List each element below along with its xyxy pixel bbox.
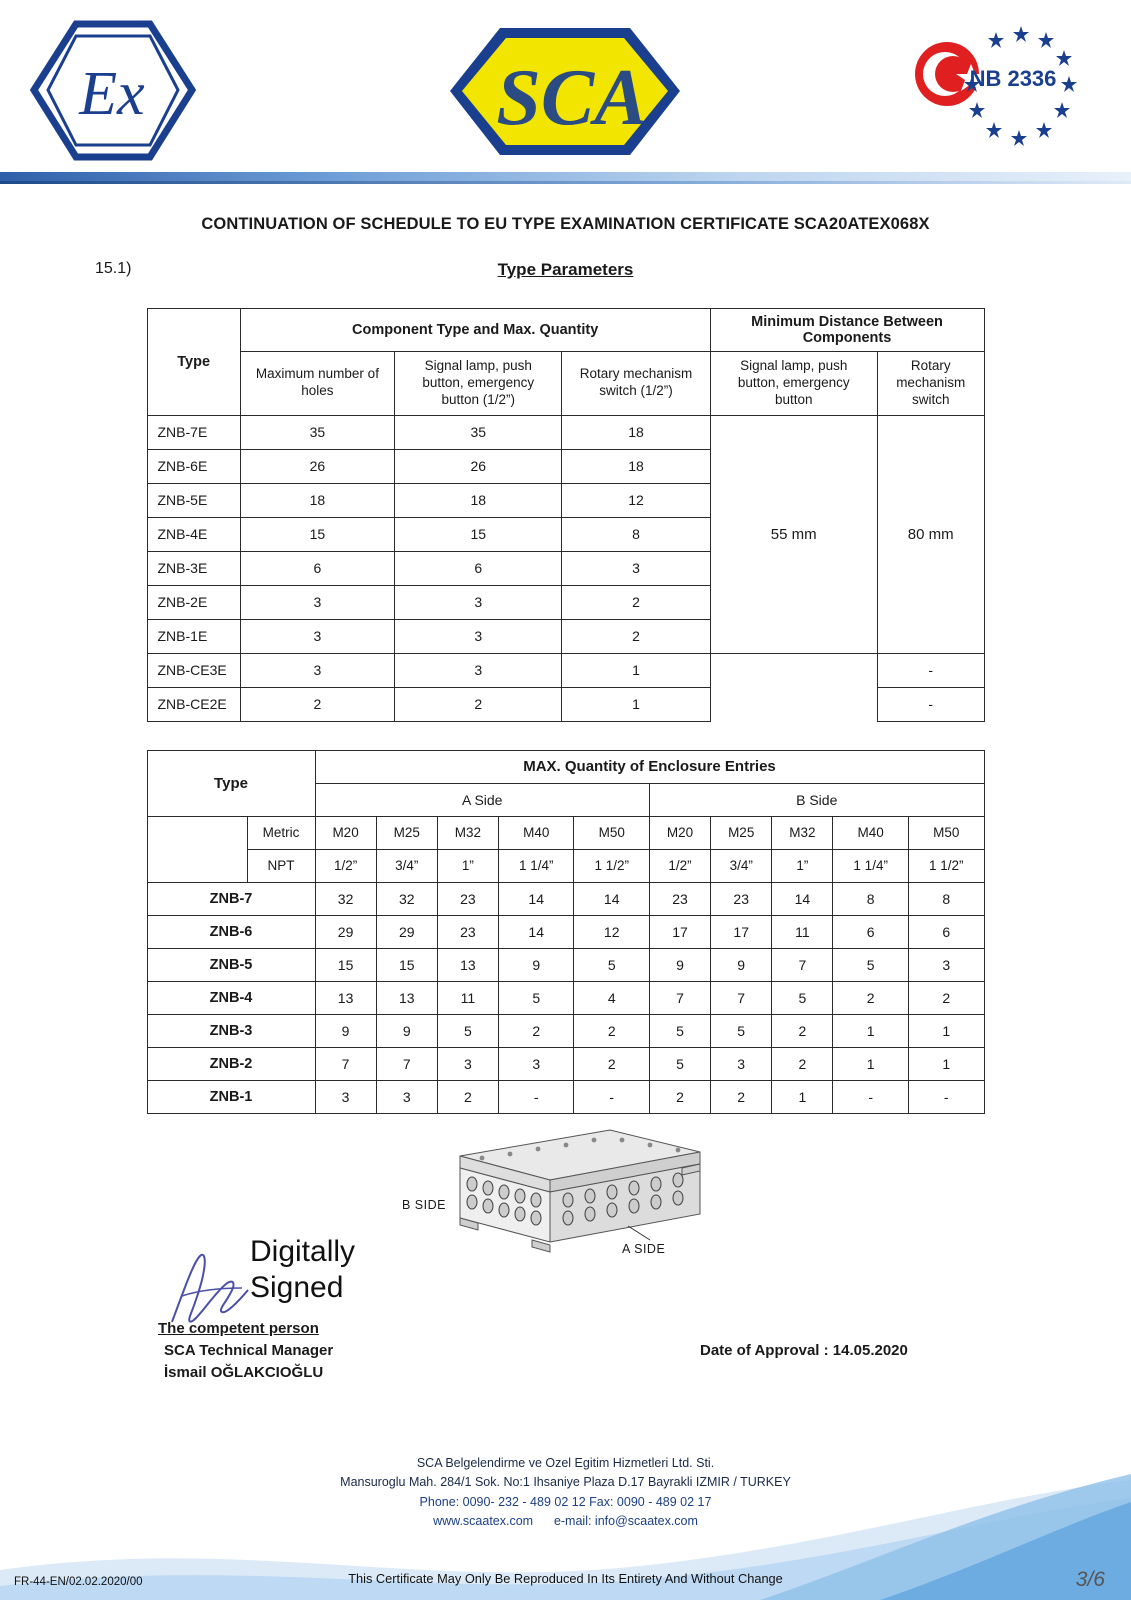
npt-size: 1 1/2”: [574, 849, 650, 882]
cell-entry: 5: [574, 948, 650, 981]
cell-entry: 2: [649, 1080, 710, 1113]
th-b-side: B Side: [649, 783, 984, 816]
section-heading-row: [0, 260, 1131, 286]
cell-entry: 7: [711, 981, 772, 1014]
cell-entry: 23: [437, 882, 498, 915]
approval-date: Date of Approval : 14.05.2020: [700, 1341, 908, 1359]
cell-entry: 5: [437, 1014, 498, 1047]
cell-rotary: 3: [562, 551, 710, 585]
cell-type: ZNB-5E: [147, 483, 240, 517]
cell-rotary: 18: [562, 449, 710, 483]
table-row: [147, 653, 984, 687]
cell-entry: 13: [437, 948, 498, 981]
cell-entry: 14: [498, 915, 574, 948]
cell-type: ZNB-7: [147, 882, 315, 915]
cell-holes: 3: [240, 585, 394, 619]
th-distance-group: Minimum Distance Between Components: [710, 309, 984, 352]
th-signal-lamp: Signal lamp, push button, emergency button (1/2”): [395, 352, 562, 416]
cell-dist-rotary: -: [877, 687, 984, 721]
cell-type: ZNB-4E: [147, 517, 240, 551]
form-code: FR-44-EN/02.02.2020/00: [14, 1576, 143, 1588]
page-footer: [0, 1440, 1131, 1600]
th-max-holes: Maximum number of holes: [240, 352, 394, 416]
cell-entry: 2: [711, 1080, 772, 1113]
cell-entry: 23: [437, 915, 498, 948]
cell-entry: 2: [574, 1047, 650, 1080]
cell-holes: 3: [240, 653, 394, 687]
cell-type: ZNB-CE3E: [147, 653, 240, 687]
cell-entry: -: [833, 1080, 909, 1113]
enclosure-entries-table: [147, 750, 985, 1114]
cell-entry: -: [908, 1080, 984, 1113]
cell-entry: 2: [908, 981, 984, 1014]
npt-size: 3/4”: [376, 849, 437, 882]
signer-name: İsmail OĞLAKCIOĞLU: [164, 1363, 324, 1381]
sca-brand-logo: [440, 24, 690, 159]
cell-signal: 6: [395, 551, 562, 585]
cell-rotary: 12: [562, 483, 710, 517]
cell-holes: 35: [240, 415, 394, 449]
cell-entry: 6: [833, 915, 909, 948]
cell-entry: 5: [772, 981, 833, 1014]
table-row: [147, 1047, 984, 1080]
metric-size: M50: [574, 816, 650, 849]
cell-entry: 9: [649, 948, 710, 981]
th-entries-title: MAX. Quantity of Enclosure Entries: [315, 750, 984, 783]
th-dist-rotary: Rotary mechanism switch: [877, 352, 984, 416]
cell-entry: 17: [711, 915, 772, 948]
npt-size: 3/4”: [711, 849, 772, 882]
cell-holes: 3: [240, 619, 394, 653]
competent-person-label: The competent person: [158, 1319, 319, 1337]
npt-size: 1/2”: [315, 849, 376, 882]
th-metric: Metric: [247, 816, 315, 849]
page-header: [0, 0, 1131, 175]
cell-entry: 12: [574, 915, 650, 948]
section-number: 15.1): [95, 260, 132, 277]
header-divider: [0, 172, 1131, 181]
notified-body-logo: [901, 16, 1091, 166]
cell-entry: 1: [833, 1014, 909, 1047]
cell-entry: -: [574, 1080, 650, 1113]
cell-entry: 5: [833, 948, 909, 981]
cell-entry: 9: [498, 948, 574, 981]
table-row: [147, 1080, 984, 1113]
table-subheader-row: [147, 352, 984, 416]
th-dist-signal: Signal lamp, push button, emergency button: [710, 352, 877, 416]
signed-line: Signed: [250, 1271, 344, 1305]
cell-entry: 7: [649, 981, 710, 1014]
cell-entry: 11: [772, 915, 833, 948]
cell-holes: 26: [240, 449, 394, 483]
cell-holes: 2: [240, 687, 394, 721]
cell-entry: 15: [315, 948, 376, 981]
npt-size: 1 1/2”: [908, 849, 984, 882]
metric-size: M50: [908, 816, 984, 849]
cell-entry: 7: [315, 1047, 376, 1080]
svg-text:Ex: Ex: [79, 60, 145, 128]
npt-size: 1 1/4”: [833, 849, 909, 882]
cell-rotary: 1: [562, 687, 710, 721]
footer-website-link[interactable]: www.scaatex.com: [433, 1514, 534, 1529]
th-component-group: Component Type and Max. Quantity: [240, 309, 710, 352]
metric-size: M40: [833, 816, 909, 849]
cell-type: ZNB-3E: [147, 551, 240, 585]
cell-dist-signal: 55 mm: [710, 415, 877, 653]
npt-size: 1/2”: [649, 849, 710, 882]
cell-signal: 26: [395, 449, 562, 483]
cell-entry: 8: [833, 882, 909, 915]
enclosure-drawing: [400, 1118, 730, 1268]
table-row: [147, 948, 984, 981]
cell-rotary: 8: [562, 517, 710, 551]
cell-rotary: 18: [562, 415, 710, 449]
cell-entry: 13: [315, 981, 376, 1014]
svg-text:SCA: SCA: [496, 54, 648, 142]
signer-role: SCA Technical Manager: [164, 1341, 334, 1359]
cell-entry: 9: [711, 948, 772, 981]
table-row: [147, 1014, 984, 1047]
table-row: [147, 981, 984, 1014]
cell-dist-rotary: -: [877, 653, 984, 687]
cell-entry: 2: [437, 1080, 498, 1113]
cell-dist-rotary: 80 mm: [877, 415, 984, 653]
cell-entry: 2: [574, 1014, 650, 1047]
cell-rotary: 1: [562, 653, 710, 687]
cell-entry: 11: [437, 981, 498, 1014]
digitally-signed-text: [250, 1234, 355, 1307]
table-header-row: [147, 750, 984, 783]
table-row: [147, 915, 984, 948]
metric-size: M20: [649, 816, 710, 849]
cell-entry: 32: [315, 882, 376, 915]
section-title: Type Parameters: [497, 260, 634, 279]
cell-entry: 32: [376, 882, 437, 915]
npt-size: 1”: [772, 849, 833, 882]
footer-contact: [0, 1454, 1131, 1532]
footer-phone: Phone: 0090- 232 - 489 02 12 Fax: 0090 - 489 02 17: [419, 1494, 712, 1509]
cell-entry: 7: [376, 1047, 437, 1080]
page-number: 3/6: [1075, 1568, 1105, 1591]
cell-entry: 9: [315, 1014, 376, 1047]
cell-entry: 1: [772, 1080, 833, 1113]
cell-type: ZNB-1E: [147, 619, 240, 653]
cell-entry: 29: [376, 915, 437, 948]
cell-type: ZNB-5: [147, 948, 315, 981]
cell-entry: 3: [437, 1047, 498, 1080]
footer-email-link[interactable]: e-mail: info@scaatex.com: [553, 1514, 698, 1529]
cell-holes: 15: [240, 517, 394, 551]
cell-entry: 1: [833, 1047, 909, 1080]
cell-holes: 6: [240, 551, 394, 585]
cell-type: ZNB-1: [147, 1080, 315, 1113]
cell-entry: 13: [376, 981, 437, 1014]
cell-entry: 1: [908, 1047, 984, 1080]
metric-size: M25: [711, 816, 772, 849]
cell-type: ZNB-4: [147, 981, 315, 1014]
cell-entry: 14: [574, 882, 650, 915]
metric-size: M32: [772, 816, 833, 849]
cell-entry: 23: [649, 882, 710, 915]
npt-size: 1”: [437, 849, 498, 882]
cell-entry: 3: [711, 1047, 772, 1080]
cell-entry: 15: [376, 948, 437, 981]
metric-row: [147, 816, 984, 849]
cell-entry: 1: [908, 1014, 984, 1047]
cell-entry: 5: [649, 1014, 710, 1047]
cell-entry: 3: [498, 1047, 574, 1080]
cell-entry: 7: [772, 948, 833, 981]
cell-entry: 3: [315, 1080, 376, 1113]
cell-entry: 2: [833, 981, 909, 1014]
footer-address: Mansuroglu Mah. 284/1 Sok. No:1 Ihsaniye Plaza D.17 Bayrakli IZMIR / TURKEY: [340, 1475, 791, 1490]
cell-signal: 3: [395, 653, 562, 687]
cell-entry: 2: [498, 1014, 574, 1047]
cell-entry: 14: [772, 882, 833, 915]
footer-company: SCA Belgelendirme ve Ozel Egitim Hizmetleri Ltd. Sti.: [416, 1456, 715, 1470]
metric-size: M20: [315, 816, 376, 849]
th-a-side: A Side: [315, 783, 649, 816]
cell-entry: 14: [498, 882, 574, 915]
cell-entry: 8: [908, 882, 984, 915]
cell-signal: 2: [395, 687, 562, 721]
cell-type: ZNB-CE2E: [147, 687, 240, 721]
th-rotary-switch: Rotary mechanism switch (1/2”): [562, 352, 710, 416]
th-type: Type: [147, 309, 240, 416]
cell-entry: 4: [574, 981, 650, 1014]
cell-entry: 9: [376, 1014, 437, 1047]
table-row: [147, 415, 984, 449]
table-row: [147, 882, 984, 915]
page-title: CONTINUATION OF SCHEDULE TO EU TYPE EXAMINATION CERTIFICATE SCA20ATEX068X: [201, 215, 930, 233]
cell-signal: 15: [395, 517, 562, 551]
cell-signal: 35: [395, 415, 562, 449]
header-divider-secondary: [0, 181, 1131, 184]
digitally-line: Digitally: [250, 1234, 356, 1268]
cell-entry: 2: [772, 1047, 833, 1080]
metric-size: M40: [498, 816, 574, 849]
cell-signal: 18: [395, 483, 562, 517]
cell-type: ZNB-6: [147, 915, 315, 948]
cell-type: ZNB-2E: [147, 585, 240, 619]
table-header-row: [147, 309, 984, 352]
cell-entry: 6: [908, 915, 984, 948]
cell-signal: 3: [395, 619, 562, 653]
type-parameters-table: [147, 308, 985, 722]
th-type: Type: [147, 750, 315, 816]
notified-body-number: NB 2336: [969, 66, 1057, 91]
cell-rotary: 2: [562, 585, 710, 619]
cell-holes: 18: [240, 483, 394, 517]
b-side-label: B SIDE: [402, 1197, 446, 1212]
cell-entry: 5: [649, 1047, 710, 1080]
metric-size: M25: [376, 816, 437, 849]
cell-entry: 23: [711, 882, 772, 915]
cell-signal: 3: [395, 585, 562, 619]
a-side-label: A SIDE: [622, 1241, 666, 1256]
cell-type: ZNB-3: [147, 1014, 315, 1047]
ex-mark-logo: [28, 18, 198, 163]
cell-entry: 17: [649, 915, 710, 948]
cell-entry: 29: [315, 915, 376, 948]
cell-type: ZNB-7E: [147, 415, 240, 449]
npt-size: 1 1/4”: [498, 849, 574, 882]
cell-entry: 3: [376, 1080, 437, 1113]
cell-rotary: 2: [562, 619, 710, 653]
reproduction-notice: This Certificate May Only Be Reproduced In Its Entirety And Without Change: [348, 1571, 783, 1586]
cell-entry: 3: [908, 948, 984, 981]
th-npt: NPT: [247, 849, 315, 882]
cell-type: ZNB-6E: [147, 449, 240, 483]
cell-entry: 2: [772, 1014, 833, 1047]
metric-size: M32: [437, 816, 498, 849]
cell-entry: -: [498, 1080, 574, 1113]
cell-type: ZNB-2: [147, 1047, 315, 1080]
cell-entry: 5: [711, 1014, 772, 1047]
npt-row: [147, 849, 984, 882]
cell-entry: 5: [498, 981, 574, 1014]
